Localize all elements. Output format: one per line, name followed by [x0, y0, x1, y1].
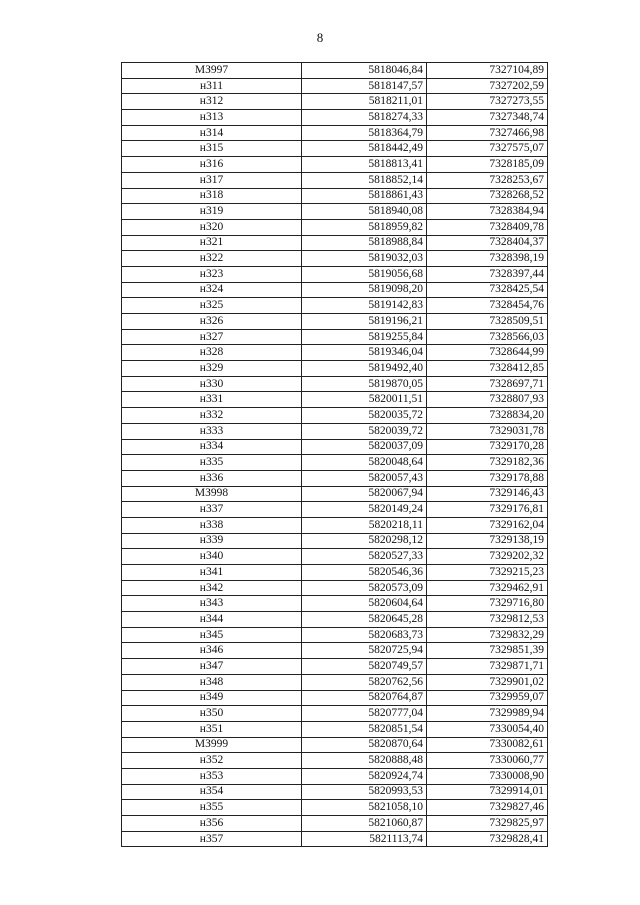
- point-name-cell: н341: [122, 565, 302, 581]
- table-row: [122, 392, 548, 408]
- page-number: 8: [316, 30, 324, 45]
- y-coordinate-cell: 7328409,78: [427, 219, 548, 235]
- point-name-cell: н350: [122, 706, 302, 722]
- table-row: [122, 706, 548, 722]
- y-coordinate-cell: 7330082,61: [427, 737, 548, 753]
- y-coordinate-cell: 7329031,78: [427, 423, 548, 439]
- point-name-cell: н349: [122, 690, 302, 706]
- x-coordinate-cell: 5819032,03: [302, 251, 427, 267]
- x-coordinate-cell: 5820645,28: [302, 612, 427, 628]
- y-coordinate-cell: 7328412,85: [427, 361, 548, 377]
- point-name-cell: н317: [122, 172, 302, 188]
- table-row: [122, 816, 548, 832]
- y-coordinate-cell: 7329716,80: [427, 596, 548, 612]
- point-name-cell: н311: [122, 78, 302, 94]
- table-row: [122, 345, 548, 361]
- table-row: [122, 110, 548, 126]
- x-coordinate-cell: 5818852,14: [302, 172, 427, 188]
- table-row: [122, 768, 548, 784]
- x-coordinate-cell: 5820749,57: [302, 659, 427, 675]
- table-row: [122, 486, 548, 502]
- x-coordinate-cell: 5818813,41: [302, 157, 427, 173]
- y-coordinate-cell: 7328807,93: [427, 392, 548, 408]
- table-row: [122, 188, 548, 204]
- y-coordinate-cell: 7328268,52: [427, 188, 548, 204]
- x-coordinate-cell: 5819346,04: [302, 345, 427, 361]
- y-coordinate-cell: 7329914,01: [427, 784, 548, 800]
- x-coordinate-cell: 5820764,87: [302, 690, 427, 706]
- x-coordinate-cell: 5820924,74: [302, 768, 427, 784]
- point-name-cell: н351: [122, 721, 302, 737]
- y-coordinate-cell: 7329202,32: [427, 549, 548, 565]
- point-name-cell: н332: [122, 408, 302, 424]
- coordinates-table: [121, 62, 548, 847]
- table-row: [122, 517, 548, 533]
- table-row: [122, 659, 548, 675]
- table-row: [122, 690, 548, 706]
- y-coordinate-cell: 7328644,99: [427, 345, 548, 361]
- y-coordinate-cell: 7327575,07: [427, 141, 548, 157]
- x-coordinate-cell: 5820011,51: [302, 392, 427, 408]
- y-coordinate-cell: 7329825,97: [427, 816, 548, 832]
- table-row: [122, 439, 548, 455]
- table-row: [122, 831, 548, 847]
- x-coordinate-cell: 5818959,82: [302, 219, 427, 235]
- point-name-cell: н324: [122, 282, 302, 298]
- y-coordinate-cell: 7329901,02: [427, 674, 548, 690]
- x-coordinate-cell: 5820777,04: [302, 706, 427, 722]
- table-row: [122, 251, 548, 267]
- y-coordinate-cell: 7329827,46: [427, 800, 548, 816]
- table-row: [122, 455, 548, 471]
- table-row: [122, 204, 548, 220]
- point-name-cell: н348: [122, 674, 302, 690]
- x-coordinate-cell: 5819098,20: [302, 282, 427, 298]
- y-coordinate-cell: 7329182,36: [427, 455, 548, 471]
- table-row: [122, 125, 548, 141]
- point-name-cell: н325: [122, 298, 302, 314]
- x-coordinate-cell: 5820683,73: [302, 627, 427, 643]
- y-coordinate-cell: 7328253,67: [427, 172, 548, 188]
- table-row: [122, 549, 548, 565]
- point-name-cell: н330: [122, 376, 302, 392]
- x-coordinate-cell: 5820527,33: [302, 549, 427, 565]
- x-coordinate-cell: 5818940,08: [302, 204, 427, 220]
- x-coordinate-cell: 5821060,87: [302, 816, 427, 832]
- y-coordinate-cell: 7328425,54: [427, 282, 548, 298]
- point-name-cell: н322: [122, 251, 302, 267]
- y-coordinate-cell: 7329170,28: [427, 439, 548, 455]
- x-coordinate-cell: 5820888,48: [302, 753, 427, 769]
- table-row: [122, 533, 548, 549]
- y-coordinate-cell: 7330008,90: [427, 768, 548, 784]
- y-coordinate-cell: 7327202,59: [427, 78, 548, 94]
- table-row: [122, 298, 548, 314]
- point-name-cell: н323: [122, 266, 302, 282]
- y-coordinate-cell: 7328185,09: [427, 157, 548, 173]
- x-coordinate-cell: 5821058,10: [302, 800, 427, 816]
- point-name-cell: н342: [122, 580, 302, 596]
- point-name-cell: н314: [122, 125, 302, 141]
- table-row: [122, 361, 548, 377]
- x-coordinate-cell: 5818046,84: [302, 63, 427, 79]
- x-coordinate-cell: 5818364,79: [302, 125, 427, 141]
- x-coordinate-cell: 5819196,21: [302, 314, 427, 330]
- table-row: [122, 266, 548, 282]
- x-coordinate-cell: 5820218,11: [302, 517, 427, 533]
- x-coordinate-cell: 5821113,74: [302, 831, 427, 847]
- y-coordinate-cell: 7330060,77: [427, 753, 548, 769]
- x-coordinate-cell: 5820870,64: [302, 737, 427, 753]
- y-coordinate-cell: 7328397,44: [427, 266, 548, 282]
- point-name-cell: МЗ997: [122, 63, 302, 79]
- y-coordinate-cell: 7329462,91: [427, 580, 548, 596]
- x-coordinate-cell: 5818274,33: [302, 110, 427, 126]
- y-coordinate-cell: 7327273,55: [427, 94, 548, 110]
- table-row: [122, 235, 548, 251]
- table-row: [122, 470, 548, 486]
- point-name-cell: н333: [122, 423, 302, 439]
- point-name-cell: МЗ999: [122, 737, 302, 753]
- x-coordinate-cell: 5820993,53: [302, 784, 427, 800]
- table-row: [122, 157, 548, 173]
- x-coordinate-cell: 5820057,43: [302, 470, 427, 486]
- y-coordinate-cell: 7329989,94: [427, 706, 548, 722]
- point-name-cell: н340: [122, 549, 302, 565]
- x-coordinate-cell: 5820048,64: [302, 455, 427, 471]
- x-coordinate-cell: 5820035,72: [302, 408, 427, 424]
- point-name-cell: н354: [122, 784, 302, 800]
- point-name-cell: н352: [122, 753, 302, 769]
- table-row: [122, 596, 548, 612]
- x-coordinate-cell: 5820039,72: [302, 423, 427, 439]
- point-name-cell: н326: [122, 314, 302, 330]
- y-coordinate-cell: 7328384,94: [427, 204, 548, 220]
- x-coordinate-cell: 5819870,05: [302, 376, 427, 392]
- point-name-cell: н346: [122, 643, 302, 659]
- table-row: [122, 314, 548, 330]
- table-row: [122, 141, 548, 157]
- y-coordinate-cell: 7329851,39: [427, 643, 548, 659]
- table-row: [122, 737, 548, 753]
- y-coordinate-cell: 7328697,71: [427, 376, 548, 392]
- point-name-cell: н327: [122, 329, 302, 345]
- point-name-cell: н345: [122, 627, 302, 643]
- x-coordinate-cell: 5818988,84: [302, 235, 427, 251]
- point-name-cell: н355: [122, 800, 302, 816]
- y-coordinate-cell: 7328404,37: [427, 235, 548, 251]
- y-coordinate-cell: 7329146,43: [427, 486, 548, 502]
- point-name-cell: н337: [122, 502, 302, 518]
- table-row: [122, 94, 548, 110]
- y-coordinate-cell: 7329162,04: [427, 517, 548, 533]
- x-coordinate-cell: 5818442,49: [302, 141, 427, 157]
- point-name-cell: н316: [122, 157, 302, 173]
- x-coordinate-cell: 5819255,84: [302, 329, 427, 345]
- y-coordinate-cell: 7329176,81: [427, 502, 548, 518]
- table-row: [122, 565, 548, 581]
- table-row: [122, 78, 548, 94]
- point-name-cell: МЗ998: [122, 486, 302, 502]
- point-name-cell: н357: [122, 831, 302, 847]
- y-coordinate-cell: 7329138,19: [427, 533, 548, 549]
- point-name-cell: н319: [122, 204, 302, 220]
- x-coordinate-cell: 5820067,94: [302, 486, 427, 502]
- point-name-cell: н344: [122, 612, 302, 628]
- x-coordinate-cell: 5818147,57: [302, 78, 427, 94]
- point-name-cell: н312: [122, 94, 302, 110]
- y-coordinate-cell: 7328398,19: [427, 251, 548, 267]
- point-name-cell: н331: [122, 392, 302, 408]
- point-name-cell: н353: [122, 768, 302, 784]
- point-name-cell: н356: [122, 816, 302, 832]
- table-row: [122, 627, 548, 643]
- table-row: [122, 282, 548, 298]
- table-row: [122, 580, 548, 596]
- y-coordinate-cell: 7329871,71: [427, 659, 548, 675]
- y-coordinate-cell: 7329832,29: [427, 627, 548, 643]
- point-name-cell: н313: [122, 110, 302, 126]
- point-name-cell: н321: [122, 235, 302, 251]
- table-row: [122, 674, 548, 690]
- y-coordinate-cell: 7327466,98: [427, 125, 548, 141]
- x-coordinate-cell: 5820298,12: [302, 533, 427, 549]
- point-name-cell: н338: [122, 517, 302, 533]
- y-coordinate-cell: 7327104,89: [427, 63, 548, 79]
- y-coordinate-cell: 7329215,23: [427, 565, 548, 581]
- y-coordinate-cell: 7327348,74: [427, 110, 548, 126]
- point-name-cell: н318: [122, 188, 302, 204]
- point-name-cell: н347: [122, 659, 302, 675]
- point-name-cell: н328: [122, 345, 302, 361]
- x-coordinate-cell: 5818211,01: [302, 94, 427, 110]
- table-row: [122, 63, 548, 79]
- y-coordinate-cell: 7329178,88: [427, 470, 548, 486]
- x-coordinate-cell: 5820149,24: [302, 502, 427, 518]
- table-row: [122, 219, 548, 235]
- x-coordinate-cell: 5820037,09: [302, 439, 427, 455]
- point-name-cell: н335: [122, 455, 302, 471]
- table-row: [122, 329, 548, 345]
- table-row: [122, 502, 548, 518]
- table-row: [122, 643, 548, 659]
- point-name-cell: н339: [122, 533, 302, 549]
- y-coordinate-cell: 7330054,40: [427, 721, 548, 737]
- y-coordinate-cell: 7329828,41: [427, 831, 548, 847]
- x-coordinate-cell: 5819056,68: [302, 266, 427, 282]
- y-coordinate-cell: 7328454,76: [427, 298, 548, 314]
- x-coordinate-cell: 5820573,09: [302, 580, 427, 596]
- table-row: [122, 172, 548, 188]
- table-row: [122, 753, 548, 769]
- x-coordinate-cell: 5818861,43: [302, 188, 427, 204]
- x-coordinate-cell: 5819492,40: [302, 361, 427, 377]
- y-coordinate-cell: 7328509,51: [427, 314, 548, 330]
- x-coordinate-cell: 5820762,56: [302, 674, 427, 690]
- x-coordinate-cell: 5820851,54: [302, 721, 427, 737]
- table-row: [122, 800, 548, 816]
- x-coordinate-cell: 5820546,36: [302, 565, 427, 581]
- y-coordinate-cell: 7329959,07: [427, 690, 548, 706]
- table-row: [122, 408, 548, 424]
- x-coordinate-cell: 5819142,83: [302, 298, 427, 314]
- point-name-cell: н343: [122, 596, 302, 612]
- table-row: [122, 423, 548, 439]
- point-name-cell: н320: [122, 219, 302, 235]
- point-name-cell: н336: [122, 470, 302, 486]
- x-coordinate-cell: 5820604,64: [302, 596, 427, 612]
- y-coordinate-cell: 7328566,03: [427, 329, 548, 345]
- table-row: [122, 784, 548, 800]
- y-coordinate-cell: 7329812,53: [427, 612, 548, 628]
- point-name-cell: н334: [122, 439, 302, 455]
- table-row: [122, 376, 548, 392]
- coordinates-table-body: [122, 63, 548, 847]
- table-row: [122, 612, 548, 628]
- x-coordinate-cell: 5820725,94: [302, 643, 427, 659]
- y-coordinate-cell: 7328834,20: [427, 408, 548, 424]
- point-name-cell: н315: [122, 141, 302, 157]
- table-row: [122, 721, 548, 737]
- point-name-cell: н329: [122, 361, 302, 377]
